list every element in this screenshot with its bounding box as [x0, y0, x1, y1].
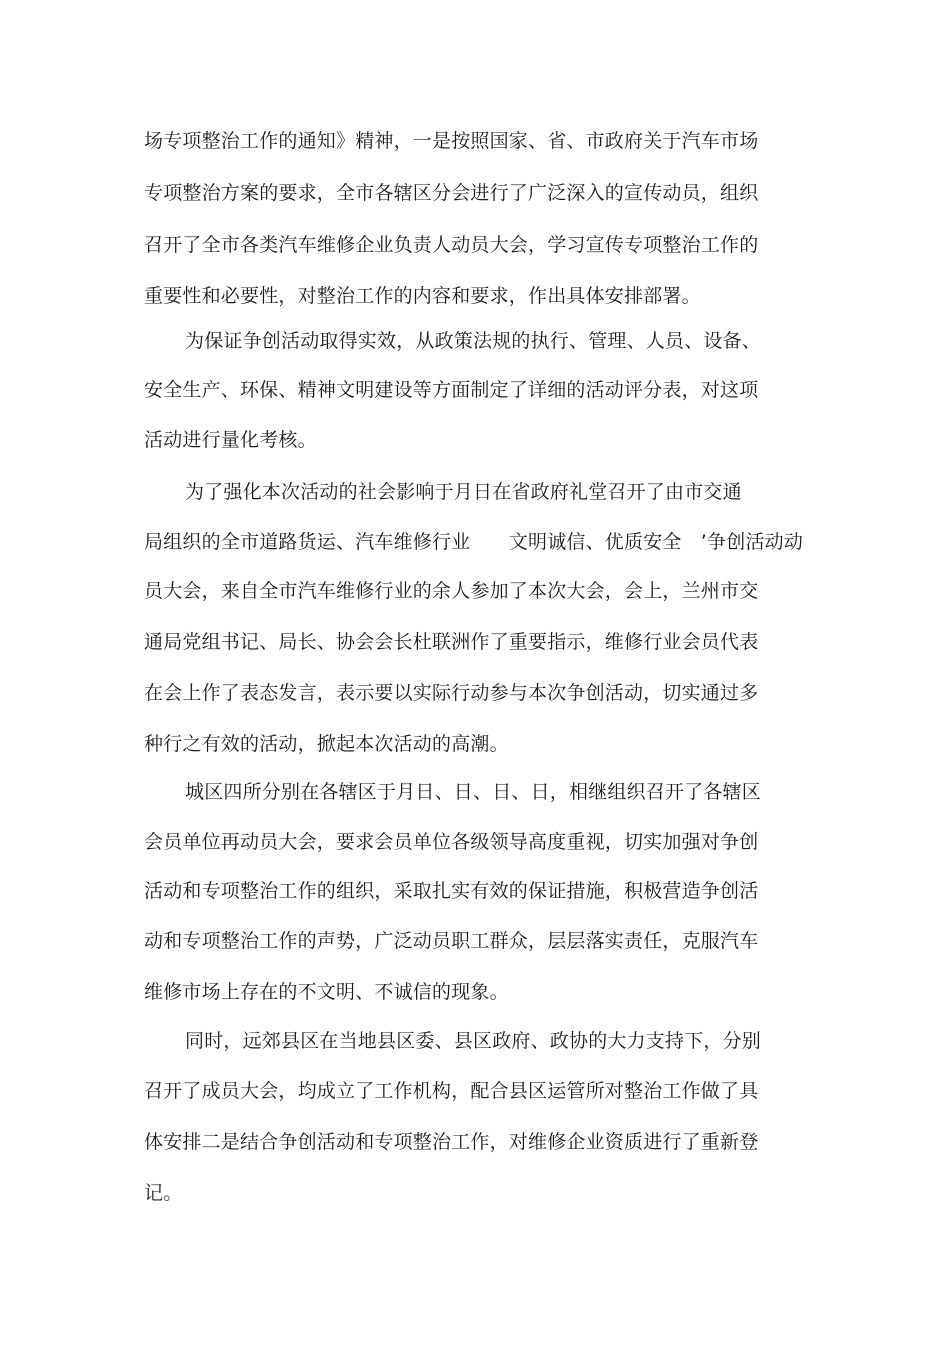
text-line-17: 动和专项整治工作的声势，广泛动员职工群众，层层落实责任，克服汽车: [144, 930, 759, 952]
text-line-1: 场专项整治工作的通知》精神，一是按照国家、省、市政府关于汽车市场: [144, 130, 759, 152]
text-line-13: 种行之有效的活动，掀起本次活动的高潮。: [144, 733, 509, 755]
text-line-4: 重要性和必要性，对整治工作的内容和要求，作出具体安排部署。: [144, 285, 701, 307]
text-line-8: 为了强化本次活动的社会影响于月日在省政府礼堂召开了由市交通: [185, 481, 742, 503]
text-line-11: 通局党组书记、局长、协会会长杜联洲作了重要指示，维修行业会员代表: [144, 631, 759, 653]
text-line-10: 员大会，来自全市汽车维修行业的余人参加了本次大会，会上，兰州市交: [144, 580, 759, 602]
text-line-3: 召开了全市各类汽车维修企业负责人动员大会，学习宣传专项整治工作的: [144, 234, 759, 256]
text-line-9: 局组织的全市道路货运、汽车维修行业 文明诚信、优质安全 ’争创活动动: [144, 531, 804, 553]
text-line-16: 活动和专项整治工作的组织，采取扎实有效的保证措施，积极营造争创活: [144, 880, 759, 902]
text-line-5: 为保证争创活动取得实效，从政策法规的执行、管理、人员、设备、: [185, 330, 762, 352]
text-line-6: 安全生产、环保、精神文明建设等方面制定了详细的活动评分表，对这项: [144, 379, 759, 401]
text-line-20: 召开了成员大会，均成立了工作机构，配合县区运管所对整治工作做了具: [144, 1080, 759, 1102]
text-line-15: 会员单位再动员大会，要求会员单位各级领导高度重视，切实加强对争创: [144, 831, 759, 853]
text-line-7: 活动进行量化考核。: [144, 429, 317, 451]
text-line-19: 同时，远郊县区在当地县区委、县区政府、政协的大力支持下，分别: [185, 1030, 762, 1052]
text-line-21: 体安排二是结合争创活动和专项整治工作，对维修企业资质进行了重新登: [144, 1131, 759, 1153]
text-line-14: 城区四所分别在各辖区于月日、日、日、日，相继组织召开了各辖区: [185, 781, 762, 803]
text-line-22: 记。: [144, 1182, 183, 1204]
text-line-2: 专项整治方案的要求，全市各辖区分会进行了广泛深入的宣传动员，组织: [144, 182, 759, 204]
text-line-18: 维修市场上存在的不文明、不诚信的现象。: [144, 981, 509, 1003]
text-line-12: 在会上作了表态发言，表示要以实际行动参与本次争创活动，切实通过多: [144, 682, 759, 704]
